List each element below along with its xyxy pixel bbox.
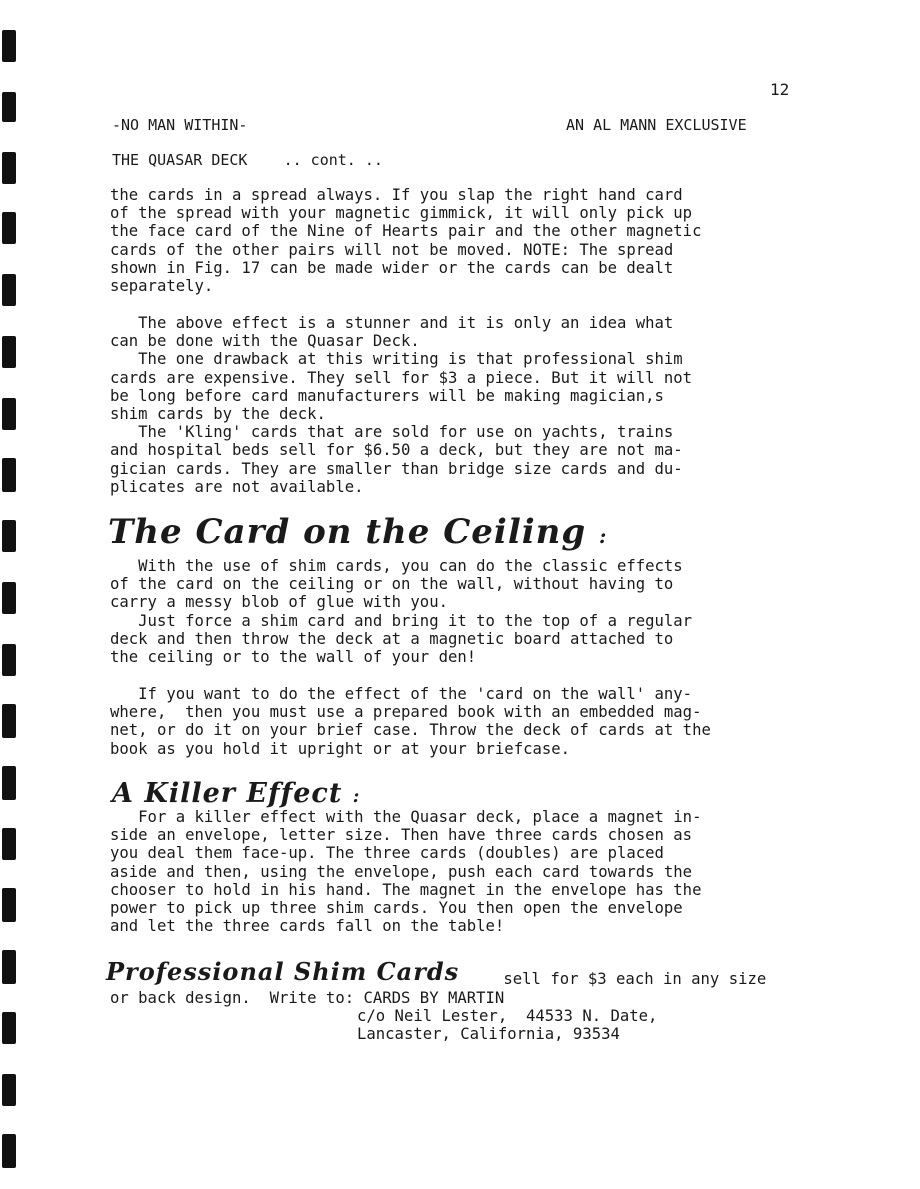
- binding-hole: [2, 828, 16, 860]
- body-paragraph: For a killer effect with the Quasar deck, place a magnet in- side an envelope, letter size. Then have three cards chosen as you deal them face-up. The three cards (doubles) are placed aside and then, using the envelope, push each card towards the chooser to hold in his hand. The magnet in the envelope has the power to pick up three shim cards. You then open the envelope and let the three cards fall on the table!: [110, 808, 702, 936]
- spiral-binding: [0, 0, 20, 1189]
- binding-hole: [2, 1012, 16, 1044]
- binding-hole: [2, 704, 16, 738]
- section-continued: .. cont. ..: [283, 151, 383, 169]
- binding-hole: [2, 644, 16, 676]
- binding-hole: [2, 1134, 16, 1168]
- heading-colon: :: [599, 524, 608, 548]
- binding-hole: [2, 30, 16, 62]
- binding-hole: [2, 398, 16, 430]
- heading-killer-effect: [112, 778, 360, 809]
- body-paragraph: the cards in a spread always. If you slap the right hand card of the spread with your magnetic gimmick, it will only pick up the face card of the Nine of Hearts pair and the other magnetic cards of the other pairs will not be moved. NOTE: The spread shown in Fig. 17 can be made wider or the cards can be dealt separately.: [110, 186, 702, 296]
- section-heading: [112, 151, 383, 169]
- binding-hole: [2, 152, 16, 184]
- binding-hole: [2, 888, 16, 922]
- binding-hole: [2, 336, 16, 368]
- heading-professional-shim-cards: Professional Shim Cards: [106, 957, 460, 986]
- binding-hole: [2, 766, 16, 800]
- body-paragraph: With the use of shim cards, you can do the classic effects of the card on the ceiling or on the wall, without having to carry a messy blob of glue with you. Just force a shim card and bring it to the top of a regular deck and then throw the deck at a magnetic board attached to the ceiling or to the wall of your den!: [110, 557, 693, 667]
- running-header-title: -NO MAN WITHIN-: [112, 116, 248, 134]
- body-paragraph: The above effect is a stunner and it is only an idea what can be done with the Quasar Deck. The one drawback at this writing is that professional shim cards are expensive. They sell for $3 a piece. But it will not be long before card manufacturers will be making magician,s shim cards by the deck. The 'Kling' cards that are sold for use on yachts, trains and hospital beds sell for $6.50 a deck, but they are not ma- gician cards. They are smaller than bridge size cards and du- plicates are not available.: [110, 314, 693, 496]
- binding-hole: [2, 458, 16, 492]
- binding-hole: [2, 1074, 16, 1106]
- section-title: THE QUASAR DECK: [112, 151, 248, 169]
- heading-text: A Killer Effect: [112, 778, 343, 809]
- ad-price-line: sell for $3 each in any size: [494, 970, 767, 988]
- binding-hole: [2, 274, 16, 306]
- ad-address-line: Lancaster, California, 93534: [357, 1025, 620, 1043]
- heading-colon: :: [352, 786, 361, 807]
- binding-hole: [2, 212, 16, 244]
- binding-hole: [2, 582, 16, 614]
- body-paragraph: If you want to do the effect of the 'card on the wall' any- where, then you must use a prepared book with an embedded mag- net, or do it on your brief case. Throw the deck of cards at the book as you hold it upright or at your briefcase.: [110, 685, 711, 758]
- binding-hole: [2, 92, 16, 122]
- binding-hole: [2, 950, 16, 984]
- ad-address-line: c/o Neil Lester, 44533 N. Date,: [357, 1007, 658, 1025]
- heading-card-on-ceiling: [108, 512, 607, 552]
- heading-text: The Card on the Ceiling: [108, 512, 587, 552]
- running-header-byline: AN AL MANN EXCLUSIVE: [566, 116, 747, 134]
- binding-hole: [2, 520, 16, 552]
- page-number: 12: [770, 80, 790, 99]
- ad-order-line: or back design. Write to: CARDS BY MARTIN: [110, 989, 505, 1007]
